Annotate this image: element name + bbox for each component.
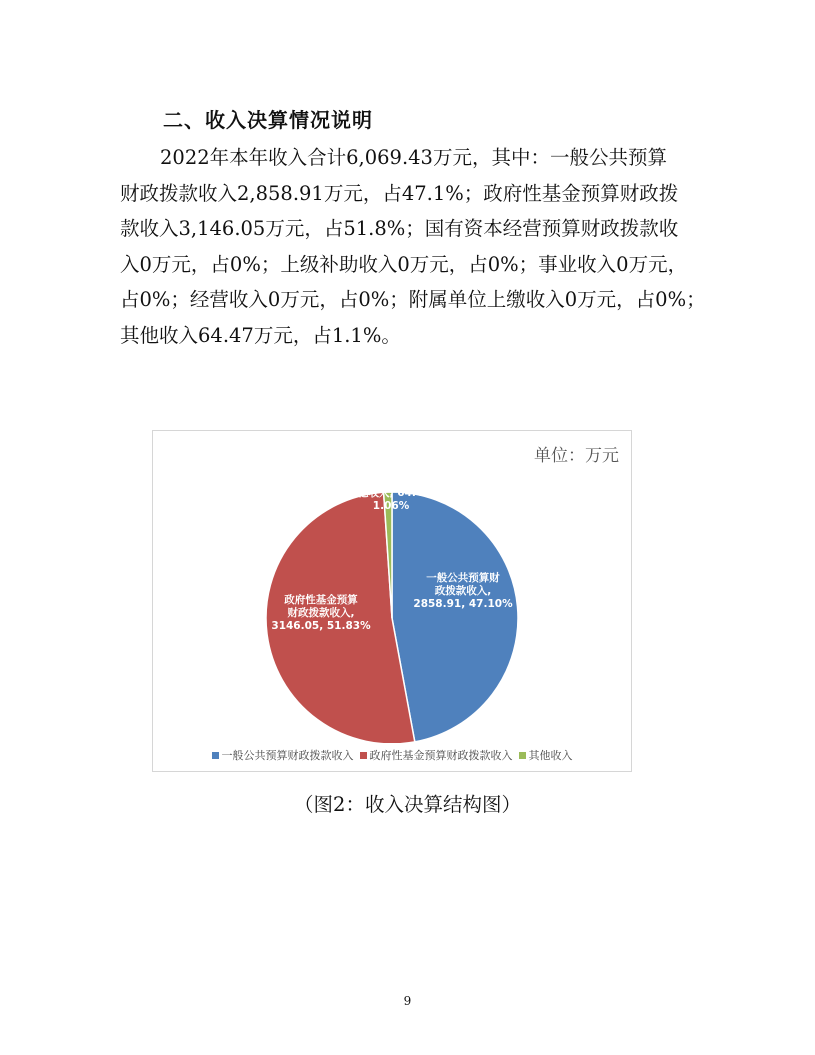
paragraph-line: 财政拨款收入2,858.91万元，占47.1%；政府性基金预算财政拨 — [120, 181, 679, 205]
legend-swatch — [519, 752, 526, 759]
legend-label: 一般公共预算财政拨款收入 — [221, 749, 354, 762]
legend-item-government-fund — [360, 747, 513, 763]
chart-unit-label: 单位：万元 — [534, 446, 619, 466]
paragraph-line: 2022年本年收入合计6,069.43万元，其中：一般公共预算 — [160, 146, 667, 169]
chart-legend — [153, 747, 631, 763]
paragraph-line: 款收入3,146.05万元，占51.8%；国有资本经营预算财政拨款收 — [120, 217, 679, 240]
data-label-government-fund: 政府性基金预算财政拨款收入, 3146.05, 51.83% — [271, 594, 371, 632]
pie-chart — [153, 431, 631, 743]
income-structure-chart — [152, 430, 632, 772]
legend-item-general-budget — [212, 747, 354, 763]
legend-label: 其他收入 — [528, 749, 573, 762]
income-paragraph — [120, 140, 710, 353]
pie-slice-general-budget — [392, 492, 518, 742]
figure-caption: （图2：收入决算结构图） — [294, 793, 521, 816]
legend-item-other-income — [519, 747, 573, 763]
legend-label: 政府性基金预算财政拨款收入 — [369, 749, 513, 762]
data-label-other-income: 其他收入, 64.47, 1.06% — [347, 487, 435, 512]
legend-swatch — [212, 752, 219, 759]
page-number: 9 — [403, 994, 412, 1008]
paragraph-line: 入0万元，占0%；上级补助收入0万元，占0%；事业收入0万元， — [120, 252, 688, 276]
legend-swatch — [360, 752, 367, 759]
paragraph-line: 其他收入64.47万元，占1.1%。 — [120, 323, 401, 347]
section-heading: 二、收入决算情况说明 — [163, 108, 373, 132]
data-label-general-budget: 一般公共预算财政拨款收入, 2858.91, 47.10% — [413, 572, 513, 610]
paragraph-line: 占0%；经营收入0万元，占0%；附属单位上缴收入0万元，占0%； — [120, 288, 706, 311]
